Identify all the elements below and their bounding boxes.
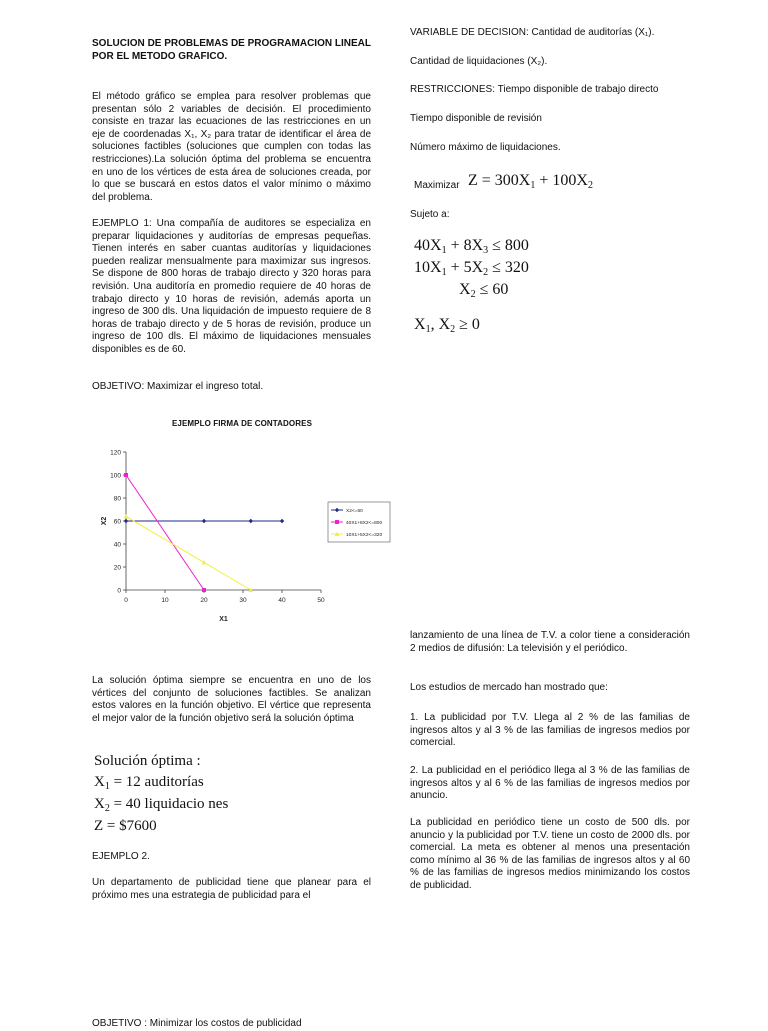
t: X	[414, 316, 426, 333]
data-point	[202, 588, 206, 592]
variable-decision-2: Cantidad de liquidaciones (X₂).	[410, 56, 548, 67]
data-point	[124, 473, 128, 477]
solucion-x1	[94, 773, 204, 791]
s: 1	[441, 245, 447, 256]
solucion-z: Z = $7600	[94, 818, 157, 834]
data-point	[124, 519, 128, 523]
restricciones-3: Número máximo de liquidaciones.	[410, 142, 561, 153]
constraint-1	[414, 237, 529, 255]
t: ≥ 0	[455, 316, 480, 333]
legend-entry: 10X1+5X2<=320	[346, 533, 383, 538]
bottom-cut-line: OBJETIVO : Minimizar los costos de publicidad	[92, 1018, 302, 1029]
constraint-3	[459, 281, 508, 299]
constraint-2	[414, 259, 529, 277]
data-point	[202, 519, 206, 523]
val: = 12 auditorías	[109, 774, 204, 790]
sujeto-label: Sujeto a:	[410, 209, 450, 220]
t: X	[459, 281, 471, 298]
s: 1	[530, 180, 536, 191]
restricciones-2: Tiempo disponible de revisión	[410, 113, 542, 124]
y-tick-label: 100	[110, 472, 121, 480]
right-paragraph-4: 2. La publicidad en el periódico llega al 3 % de las familias de ingresos altos y al 6 % de las familias de ingresos medios por anuncio.	[410, 765, 690, 802]
ejemplo2-title: EJEMPLO 2.	[92, 851, 150, 862]
t: + 8X	[446, 237, 484, 254]
t: Z = 300X	[468, 172, 531, 189]
s: 2	[450, 324, 456, 335]
sym: X	[94, 774, 105, 790]
maximizar-label: Maximizar	[414, 180, 460, 191]
y-tick-label: 40	[113, 541, 121, 549]
s: 2	[470, 289, 476, 300]
y-tick-label: 120	[110, 449, 121, 457]
ejemplo2-paragraph: Un departamento de publicidad tiene que planear para el próximo mes una estrategia de publicidad para el	[92, 877, 371, 901]
legend-entry: 40X1+8X2<=800	[346, 521, 383, 526]
data-point	[202, 560, 207, 564]
val: = 40 liquidacio nes	[109, 796, 229, 812]
variable-decision-1: VARIABLE DE DECISION: Cantidad de auditorías (X₁).	[410, 27, 655, 38]
x-tick-label: 30	[239, 597, 247, 604]
t: + 5X	[446, 259, 484, 276]
data-point	[124, 514, 129, 518]
data-point	[249, 519, 253, 523]
chart-svg	[92, 416, 392, 628]
ejemplo1-paragraph: EJEMPLO 1: Una compañía de auditores se especializa en preparar liquidaciones y auditorías de empresas pequeñas. Tienen interés en saber cuantas auditorías y liquidaciones pueden realizar mensualmente para maximizar sus ingresos. Se dispone de 800 horas de trabajo directo y 320 horas para revisión. Una auditoría en promedio requiere de 40 horas de trabajo directo y 10 horas de revisión, además aporta un ingreso de 300 dls. Una liquidación de impuesto requiere de 8 horas de trabajo directo y de 5 horas de revisión, produce un ingreso de 100 dls. El máximo de liquidaciones mensuales disponibles es de 60.	[92, 218, 371, 355]
intro-paragraph: El método gráfico se emplea para resolver problemas que presentan sólo 2 variables de decisión. El procedimiento consiste en trazar las ecuaciones de las restricciones en un eje de coordenadas X₁, X₂ para tratar de identificar el área de soluciones factibles (soluciones que cumplen con todas las restricciones).La solución óptima del problema se encuentra en uno de los vértices de esta área de soluciones creada, por lo que se buscará en estos datos el valor mínimo o máximo del problema.	[92, 91, 371, 203]
chart-title: EJEMPLO FIRMA DE CONTADORES	[171, 419, 313, 428]
solucion-optima-title: Solución óptima :	[94, 753, 201, 769]
objective-function	[468, 172, 593, 190]
s: 2	[587, 180, 593, 191]
t: ≤ 60	[475, 281, 509, 298]
right-paragraph-1: lanzamiento de una línea de T.V. a color tiene a consideración 2 medios de difusión: La televisión y el periódico.	[410, 630, 690, 654]
right-paragraph-2: Los estudios de mercado han mostrado que:	[410, 682, 608, 693]
series-line-2	[126, 475, 204, 590]
constraint-nonneg	[414, 316, 480, 334]
objetivo-line: OBJETIVO: Maximizar el ingreso total.	[92, 381, 264, 392]
t: ≤ 320	[488, 259, 529, 276]
t: 40X	[414, 237, 442, 254]
y-tick-label: 20	[113, 564, 121, 572]
legend-entry: X2<=60	[346, 509, 363, 514]
x-tick-label: 10	[161, 597, 169, 604]
page-heading: SOLUCION DE PROBLEMAS DE PROGRAMACION LINEAL POR EL METODO GRAFICO.	[92, 38, 371, 62]
x-tick-label: 40	[278, 597, 286, 604]
t: ≤ 800	[488, 237, 529, 254]
x-tick-label: 0	[124, 597, 128, 604]
s: 2	[483, 267, 489, 278]
t: 10X	[414, 259, 442, 276]
sub: 2	[104, 803, 110, 814]
right-paragraph-5: La publicidad en periódico tiene un costo de 500 dls. por anuncio y la publicidad por T.V. tiene un costo de 2000 dls. por comercial. La meta es obtener al menos una presentación como mínimo al 36 % de las familias de ingresos altos y al 60 % de las familias de ingresos medios minimizando los costos de publicidad.	[410, 817, 690, 891]
y-axis-label: X2	[101, 516, 108, 526]
sub: 1	[104, 781, 110, 792]
s: 1	[441, 267, 447, 278]
legend-swatch-marker	[335, 520, 339, 524]
restricciones-1: RESTRICCIONES: Tiempo disponible de trabajo directo	[410, 84, 659, 95]
data-point	[280, 519, 284, 523]
x-tick-label: 50	[317, 597, 325, 604]
y-tick-label: 0	[117, 587, 121, 595]
t: , X	[430, 316, 451, 333]
y-tick-label: 60	[113, 518, 121, 526]
solucion-paragraph: La solución óptima siempre se encuentra en uno de los vértices del conjunto de soluciones factibles. Se analizan estos valores en la función objetivo. El vértice que representa el mejor valor de la función objetivo será la solución óptima	[92, 675, 371, 724]
x-axis-label: X1	[219, 616, 228, 623]
solucion-x2	[94, 795, 228, 813]
x-tick-label: 20	[200, 597, 208, 604]
right-paragraph-3: 1. La publicidad por T.V. Llega al 2 % de las familias de ingresos altos y al 3 % de las familias de ingresos medios por comercial.	[410, 712, 690, 749]
t: + 100X	[535, 172, 588, 189]
chart-ejemplo-firma	[92, 416, 392, 628]
y-tick-label: 80	[113, 495, 121, 503]
s: 3	[483, 245, 489, 256]
sym: X	[94, 796, 105, 812]
s: 1	[425, 324, 431, 335]
series-line-3	[126, 516, 251, 590]
